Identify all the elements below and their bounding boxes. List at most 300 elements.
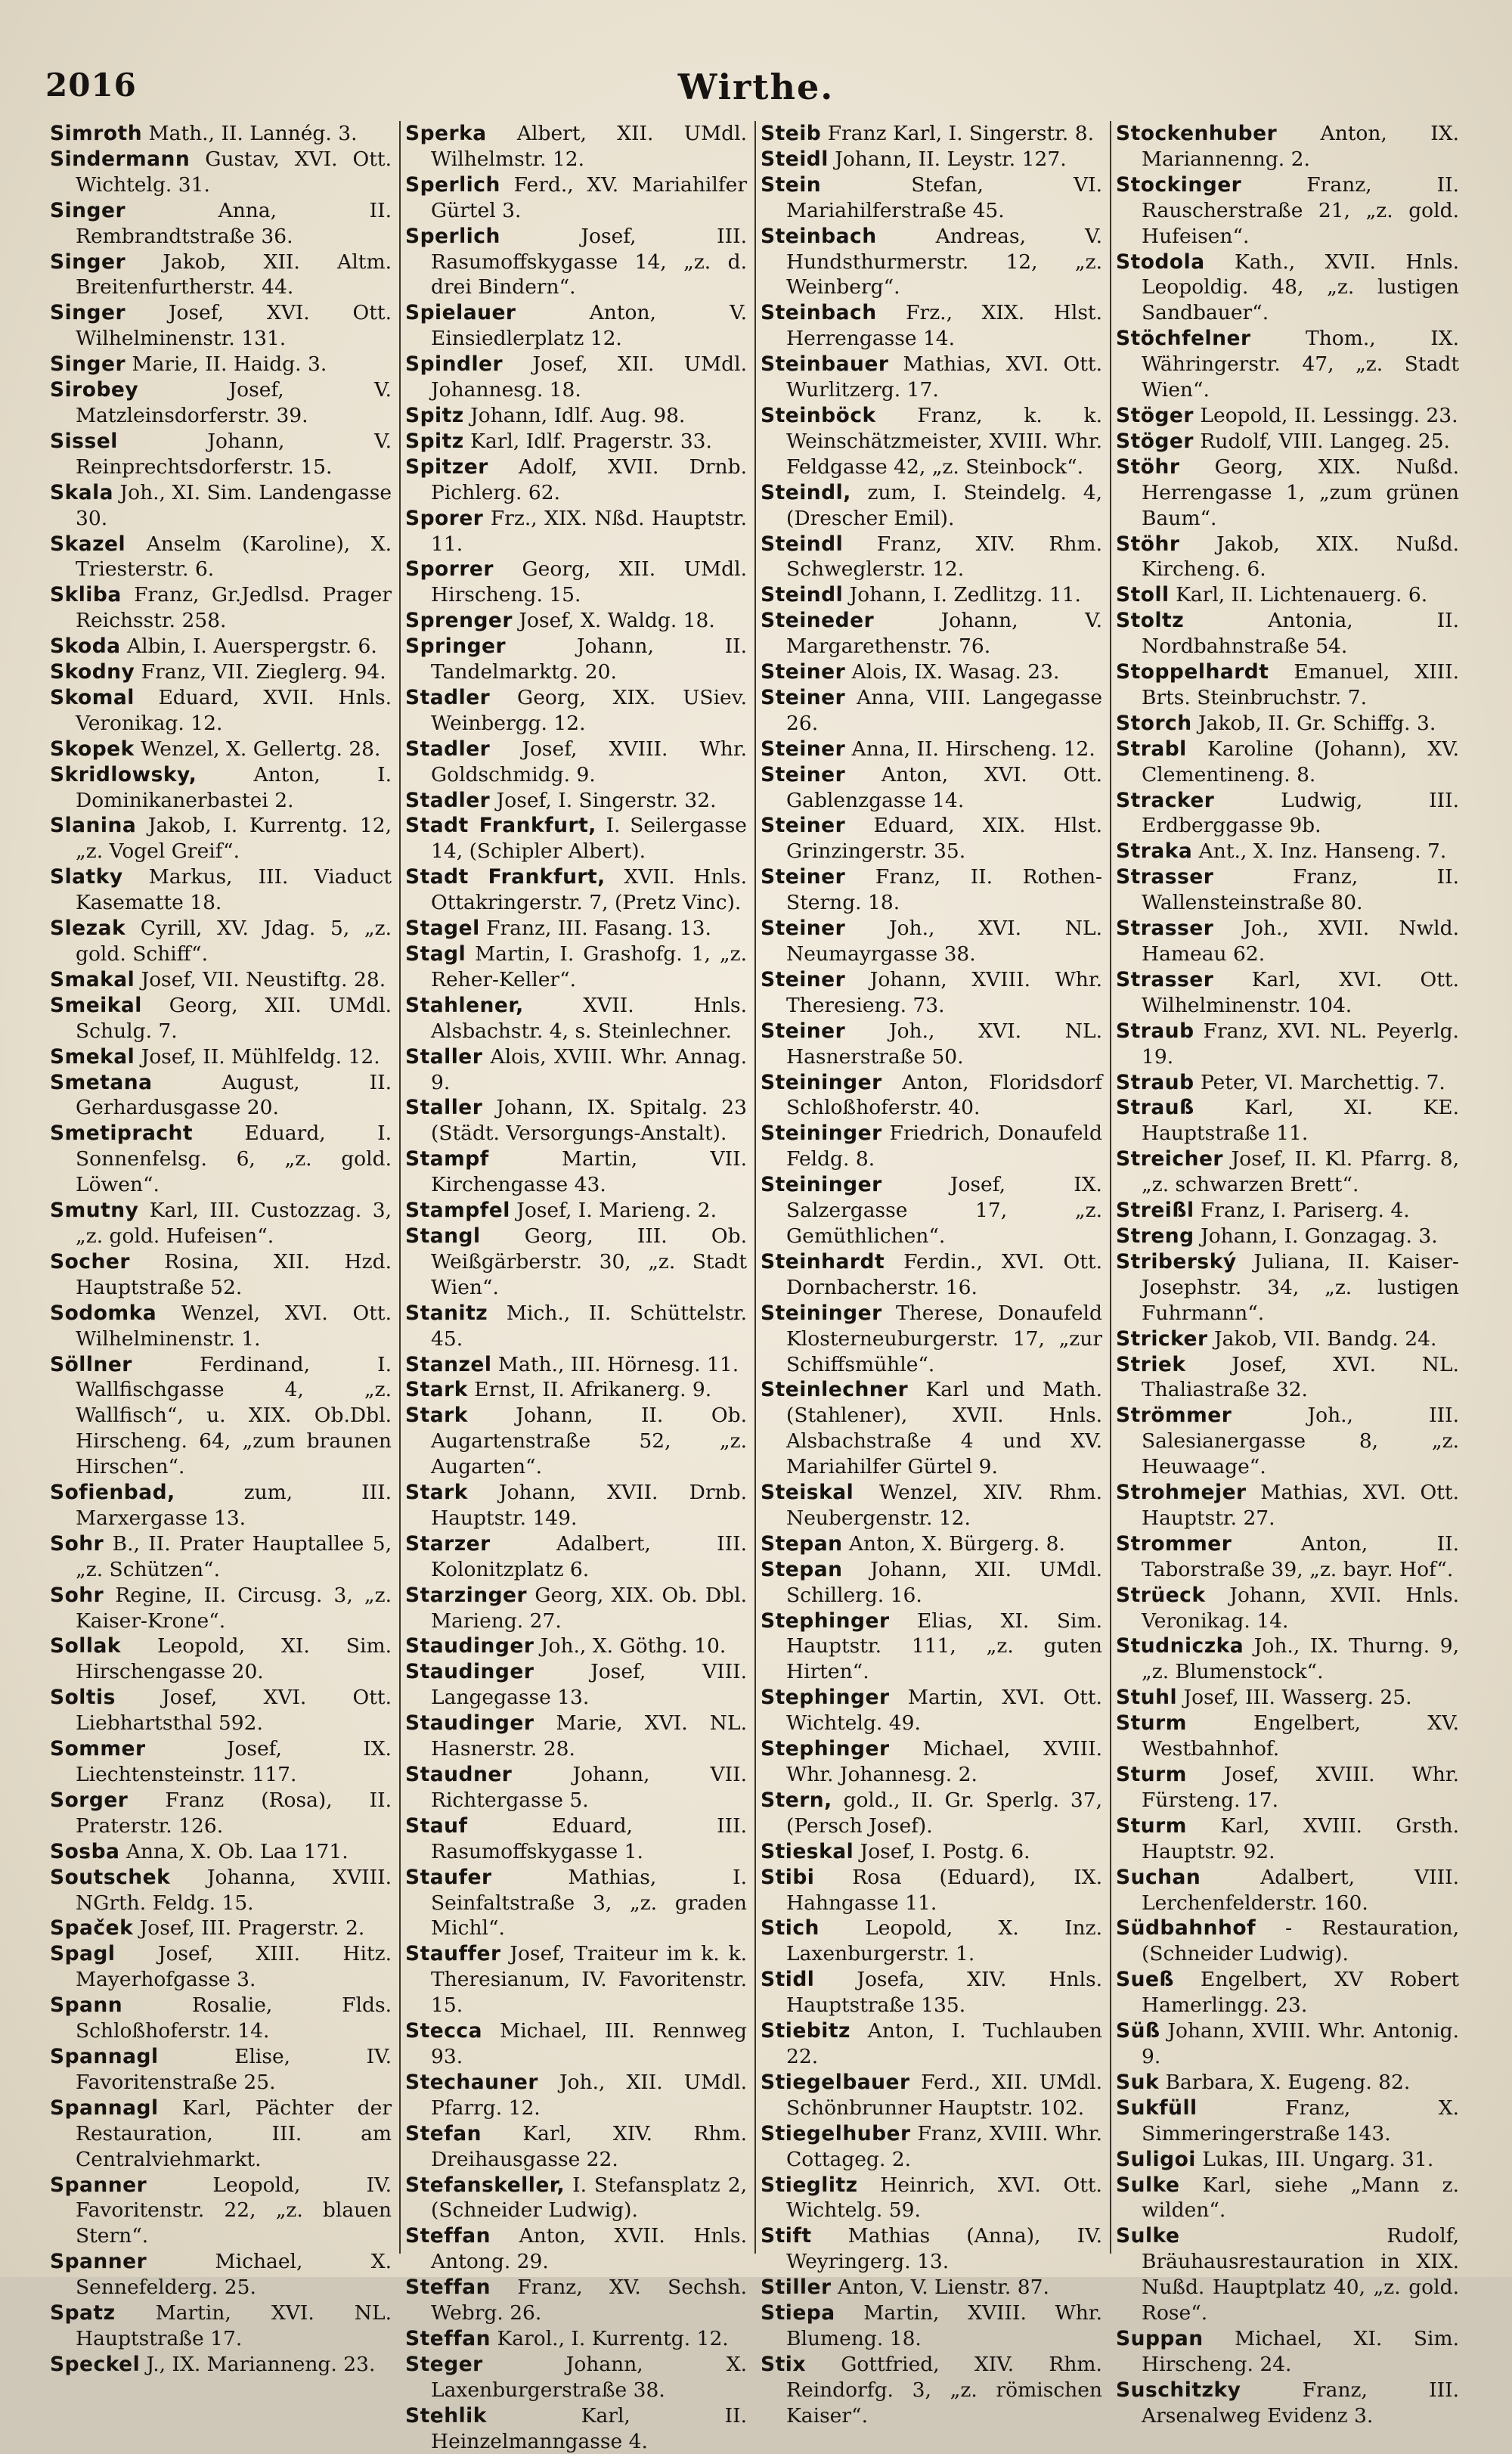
entry-name: Steininger [761,1122,882,1146]
directory-entry [1116,429,1459,455]
entry-name: Smetipracht [50,1122,194,1146]
directory-entry [761,147,1102,172]
entry-details: Franz, X. Simmeringerstraße 143. [1142,2096,1459,2145]
entry-name: Steiner [761,1019,846,1043]
directory-entry [761,1377,1102,1480]
entry-name: Stodola [1116,250,1205,274]
entry-details: Josef, I. Marieng. 2. [510,1199,717,1223]
directory-entry [50,1941,392,1993]
directory-entry [1116,1352,1459,1404]
entry-name: Steib [761,122,822,145]
entry-name: Steffan [405,2326,491,2350]
entry-name: Stift [761,2224,812,2248]
entry-details: Eduard, I. Sonnenfelsg. 6, „z. gold. Löwen“. [76,1122,392,1197]
directory-entry [405,2326,747,2352]
directory-entry [761,1865,1102,1916]
directory-entry [50,532,392,583]
entry-details: Georg, XIX. Ob. Dbl. Marieng. 27. [431,1583,747,1633]
entry-name: Steinhardt [761,1249,885,1274]
entry-details: Martin, XVI. Ott. Wichtelg. 49. [786,1686,1102,1736]
directory-entry [405,1531,747,1583]
directory-entry [405,2223,747,2275]
entry-name: Stiegelhuber [761,2121,911,2145]
column-4 [1111,121,1467,2428]
entry-name: Smutny [50,1199,139,1223]
entry-name: Speckel [50,2352,141,2376]
directory-entry [405,2403,747,2454]
entry-name: Starzer [405,1531,491,1556]
entry-name: Sporer [405,506,484,530]
entry-name: Sporrer [405,557,494,582]
entry-name: Sosba [50,1839,120,1863]
entry-details: Johann, Idlf. Aug. 98. [463,403,686,427]
entry-details: Jakob, XII. Altm. Breitenfurtherstr. 44. [76,250,392,299]
directory-entry [1116,2223,1459,2326]
entry-name: Striek [1116,1352,1186,1376]
entry-name: Stauf [405,1813,468,1838]
directory-entry [405,1146,747,1198]
directory-entry [761,1301,1102,1378]
entry-details: Mathias, XVI. Ott. Hauptstr. 27. [1142,1481,1459,1530]
directory-entry [761,864,1102,916]
entry-name: Stangl [405,1224,481,1248]
entry-name: Stagel [405,917,480,941]
entry-details: Josef, XIII. Hitz. Mayerhofgasse 3. [76,1942,392,1992]
entry-name: Stöhr [1116,455,1180,479]
entry-details: Johann, I. Gonzagag. 3. [1194,1224,1438,1248]
directory-entry [761,2173,1102,2224]
directory-entry [50,634,392,659]
entry-name: Steiskal [761,1481,854,1505]
entry-details: Karl, II. Lichtenauerg. 6. [1169,583,1428,607]
directory-entry [1116,608,1459,659]
entry-details: Johann, XVIII. Whr. Theresieng. 73. [786,967,1102,1017]
entry-details: Josef, XVIII. Whr. Goldschmidg. 9. [431,737,747,786]
entry-details: Joh., XVI. NL. Neumayrgasse 38. [786,917,1102,966]
entry-details: Johann, VII. Richtergasse 5. [431,1763,747,1812]
directory-entry [50,582,392,634]
entry-details: Anton, XVI. Ott. Gablenzgasse 14. [786,762,1102,812]
directory-entry [761,121,1102,147]
directory-entry [405,506,747,557]
entry-details: Ferdin., XVI. Ott. Dornbacherstr. 16. [786,1249,1102,1299]
entry-details: Franz, II. Rauscherstraße 21, „z. gold. Hufeisen“. [1142,172,1459,248]
entry-details: Franz (Rosa), II. Praterstr. 126. [76,1788,392,1838]
entry-name: Strauß [1116,1096,1194,1120]
directory-entry [50,967,392,993]
entry-details: Barbara, X. Eugeng. 82. [1159,2070,1411,2094]
entry-name: Staudinger [405,1634,534,1658]
entry-name: Steiner [761,917,846,941]
entry-name: Sirobey [50,378,139,402]
entry-name: Streng [1116,1224,1194,1248]
directory-entry [761,737,1102,762]
directory-entry [50,480,392,532]
directory-entry [405,1377,747,1403]
directory-entry [761,480,1102,532]
directory-entry [1116,1711,1459,1762]
entry-details: B., II. Prater Hauptallee 5, „z. Schützen“. [76,1531,392,1581]
directory-entry [1116,2147,1459,2173]
entry-name: Steinlechner [761,1378,909,1402]
entry-name: Steger [405,2352,483,2376]
entry-name: Steinböck [761,403,876,427]
directory-entry [405,455,747,506]
entry-name: Spanner [50,2173,147,2197]
entry-details: Elise, IV. Favoritenstraße 25. [76,2044,392,2094]
directory-entry [405,916,747,942]
directory-entry [761,1480,1102,1531]
directory-entry [405,557,747,608]
directory-entry [761,1685,1102,1736]
directory-entry [1116,172,1459,250]
entry-name: Soutschek [50,1865,171,1889]
entry-name: Sohr [50,1531,104,1556]
directory-entry [405,1301,747,1352]
entry-details: I. Stefansplatz 2, (Schneider Ludwig). [431,2173,747,2223]
entry-details: Anton, II. Taborstraße 39, „z. bayr. Hof“. [1142,1531,1459,1581]
directory-entry [761,2070,1102,2121]
entry-details: Franz, III. Arsenalweg Evidenz 3. [1142,2378,1459,2428]
directory-entry [1116,1070,1459,1096]
directory-entry [1116,864,1459,916]
entry-details: Regine, II. Circusg. 3, „z. Kaiser-Krone“. [76,1583,392,1633]
entry-name: Spagl [50,1942,116,1966]
entry-name: Stanitz [405,1301,488,1325]
entry-details: Franz, XV. Sechsh. Webrg. 26. [431,2276,747,2325]
entry-details: Anton, X. Bürgerg. 8. [842,1531,1065,1556]
entry-details: Karl, XVIII. Grsth. Hauptstr. 92. [1142,1813,1459,1863]
entry-name: Stephinger [761,1609,890,1633]
entry-name: Sprenger [405,609,513,633]
entry-details: gold., II. Gr. Sperlg. 37, (Persch Josef). [786,1788,1102,1838]
entry-name: Sperlich [405,172,500,197]
entry-details: Josef, III. Rasumoffskygasse 14, „z. d. drei Bindern“. [431,224,747,299]
entry-details: Franz, VII. Zieglerg. 94. [135,660,386,684]
entry-details: Georg, XIX. USiev. Weinbergg. 12. [431,685,747,735]
entry-name: Stephinger [761,1737,890,1761]
entry-name: Steiner [761,865,846,889]
entry-name: Stern, [761,1788,832,1812]
entry-name: Stahlener, [405,993,524,1017]
entry-details: Math., III. Hörnesg. 11. [491,1352,739,1376]
directory-entry [50,762,392,814]
directory-entry [405,2018,747,2070]
entry-details: Leopold, X. Inz. Laxenburgerstr. 1. [786,1916,1102,1966]
entry-details: Mathias, XVI. Ott. Wurlitzerg. 17. [786,352,1102,402]
entry-name: Streicher [1116,1147,1223,1171]
entry-name: Stricker [1116,1326,1208,1351]
entry-details: I. Seilergasse 14, (Schipler Albert). [431,814,747,864]
entry-details: Anna, II. Rembrandtstraße 36. [76,198,392,248]
entry-details: Anton, V. Lienstr. 87. [831,2276,1049,2300]
entry-details: Alois, IX. Wasag. 23. [845,660,1060,684]
directory-entry [50,1249,392,1301]
entry-name: Strasser [1116,865,1214,889]
directory-entry [50,659,392,685]
entry-details: Karl, XI. KE. Hauptstraße 11. [1142,1096,1459,1146]
entry-name: Spannagl [50,2096,159,2120]
entry-details: Ludwig, III. Erdberggasse 9b. [1142,788,1459,838]
entry-name: Sperka [405,122,487,145]
entry-name: Stiller [761,2276,832,2300]
entry-name: Steineder [761,609,875,633]
entry-details: Georg, III. Ob. Weißgärberstr. 30, „z. Stadt Wien“. [431,1224,747,1299]
directory-entry [761,1121,1102,1172]
entry-details: Martin, XVIII. Whr. Blumeng. 18. [786,2301,1102,2350]
directory-entry [50,864,392,916]
directory-entry [761,352,1102,403]
directory-entry [50,2096,392,2173]
entry-name: Spanner [50,2250,147,2274]
entry-name: Sofienbad, [50,1481,175,1505]
directory-entry [1116,916,1459,967]
entry-name: Stockinger [1116,172,1242,197]
directory-entry [1116,711,1459,737]
entry-name: Stampf [405,1147,489,1171]
entry-details: Johann, XVIII. Whr. Antonig. 9. [1142,2019,1459,2068]
directory-entry [50,2352,392,2378]
directory-entry [761,2352,1102,2429]
entry-details: Stefan, VI. Mariahilferstraße 45. [786,172,1102,222]
entry-name: Staudinger [405,1660,534,1684]
entry-details: Frz., XIX. Hlst. Herrengasse 14. [786,301,1102,351]
entry-details: Josef, VIII. Langegasse 13. [431,1660,747,1710]
entry-details: Anton, V. Einsiedlerplatz 12. [431,301,747,351]
entry-name: Stadler [405,788,491,812]
entry-name: Skala [50,480,114,504]
entry-name: Spitz [405,403,464,427]
entry-name: Stadler [405,685,491,709]
directory-entry [1116,659,1459,711]
entry-name: Sollak [50,1634,121,1658]
directory-entry [1116,121,1459,172]
page-number: 2016 [45,67,137,104]
directory-entry [761,685,1102,737]
directory-entry [405,1633,747,1659]
column-2 [401,121,756,2453]
directory-entry [50,1736,392,1788]
entry-name: Sturm [1116,1763,1187,1786]
entry-name: Stoll [1116,583,1170,607]
entry-name: Spann [50,1993,123,2018]
entry-details: Josef, IX. Salzergasse 17, „z. Gemüthlichen“. [786,1173,1102,1248]
directory-entry [1116,1326,1459,1352]
entry-details: Joh., IX. Thurng. 9, „z. Blumenstock“. [1142,1634,1459,1684]
entry-details: Franz, XIV. Rhm. Schweglerstr. 12. [786,532,1102,582]
entry-details: Josef, X. Waldg. 18. [512,609,715,633]
entry-name: Stockenhuber [1116,122,1278,145]
entry-details: Marie, XVI. NL. Hasnerstr. 28. [431,1711,747,1761]
directory-entry [1116,2173,1459,2224]
entry-details: Anna, II. Hirscheng. 12. [845,737,1095,761]
entry-details: Josef, I. Singerstr. 32. [490,788,717,812]
entry-details: Karl, Idlf. Pragerstr. 33. [463,429,712,453]
entry-details: Jakob, XIX. Nußd. Kircheng. 6. [1142,532,1459,582]
entry-name: Sorger [50,1788,129,1812]
entry-details: Heinrich, XVI. Ott. Wichtelg. 59. [786,2173,1102,2223]
entry-details: Josefa, XIV. Hnls. Hauptstraße 135. [786,1968,1102,2018]
entry-name: Steidl [761,147,829,171]
entry-details: Karl, XIV. Rhm. Dreihausgasse 22. [431,2121,747,2171]
entry-details: Karl und Math. (Stahlener), XVII. Hnls. Alsbachstraße 4 und XV. Mariahilfer Gürtel 9. [786,1378,1102,1479]
directory-entry [1116,1967,1459,2018]
entry-details: zum, III. Marxergasse 13. [76,1481,392,1530]
directory-entry [405,942,747,993]
directory-entry [761,1839,1102,1865]
directory-entry [1116,2018,1459,2070]
entry-name: Stehlik [405,2403,487,2428]
page-header [45,67,1467,112]
directory-entry [761,1736,1102,1788]
entry-name: Staudinger [405,1711,534,1736]
directory-entry [50,1865,392,1916]
directory-entry [761,403,1102,480]
directory-entry [405,1044,747,1096]
entry-details: Anselm (Karoline), X. Triesterstr. 6. [76,532,392,582]
entry-name: Stecca [405,2019,483,2043]
entry-name: Stieglitz [761,2173,858,2197]
directory-entry [405,2121,747,2173]
entry-details: Joh., XII. UMdl. Pfarrg. 12. [431,2070,747,2120]
entry-details: Anna, VIII. Langegasse 26. [786,685,1102,735]
entry-details: August, II. Gerhardusgasse 20. [76,1070,392,1120]
directory-entry [761,2300,1102,2352]
entry-name: Suligoi [1116,2147,1196,2171]
directory-entry [405,1480,747,1531]
directory-entry [761,967,1102,1019]
entry-details: Karl, siehe „Mann z. wilden“. [1142,2173,1459,2223]
entry-details: Rudolf, Bräuhausrestauration in XIX. Nußd. Hauptplatz 40, „z. gold. Rose“. [1142,2224,1459,2325]
entry-name: Stöhr [1116,532,1180,556]
directory-entry [1116,1224,1459,1249]
entry-details: Ferdinand, I. Wallfischgasse 4, „z. Wallfisch“, u. XIX. Ob.Dbl. Hirscheng. 64, „zum braunen Hirschen“. [76,1352,392,1479]
directory-entry [1116,403,1459,429]
directory-entry [761,582,1102,608]
entry-details: Gottfried, XIV. Rhm. Reindorfg. 3, „z. römischen Kaiser“. [786,2352,1102,2428]
entry-name: Steininger [761,1070,882,1094]
entry-name: Stark [405,1378,468,1402]
entry-details: Karl, III. Custozzag. 3, „z. gold. Hufeisen“. [76,1199,392,1248]
directory-entry [761,532,1102,583]
entry-details: - Restauration, (Schneider Ludwig). [1142,1916,1459,1966]
entry-name: Skoda [50,634,121,659]
directory-entry [761,224,1102,301]
column-3 [756,121,1111,2428]
directory-entry [761,300,1102,352]
directory-entry [405,172,747,224]
directory-entry [1116,1019,1459,1070]
entry-name: Steiner [761,737,846,761]
directory-entry [405,1403,747,1480]
entry-details: Johann, II. Ob. Augartenstraße 52, „z. Augarten“. [431,1404,747,1479]
entry-details: Juliana, II. Kaiser-Josephstr. 34, „z. lustigen Fuhrmann“. [1142,1249,1459,1325]
directory-entry [1116,582,1459,608]
entry-name: Studniczka [1116,1634,1244,1658]
entry-details: J., IX. Marianneng. 23. [140,2352,376,2376]
entry-name: Strabl [1116,737,1187,761]
entry-details: Engelbert, XV. Westbahnhof. [1142,1711,1459,1761]
entry-details: Leopold, XI. Sim. Hirschengasse 20. [76,1634,392,1684]
directory-entry [50,429,392,480]
directory-entry [50,1480,392,1531]
entry-details: Mathias (Anna), IV. Weyringerg. 13. [786,2224,1102,2274]
entry-name: Smekal [50,1044,135,1069]
entry-details: Rosalie, Flds. Schloßhoferstr. 14. [76,1993,392,2043]
entry-name: Sukfüll [1116,2096,1198,2120]
entry-details: Franz, II. Wallensteinstraße 80. [1142,865,1459,915]
entry-name: Sueß [1116,1968,1174,1992]
entry-details: Adolf, XVII. Drnb. Pichlerg. 62. [431,455,747,504]
entry-name: Süß [1116,2019,1160,2043]
entry-details: Johann, II. Tandelmarktg. 20. [431,634,747,684]
entry-name: Singer [50,198,126,222]
directory-entry [405,864,747,916]
entry-name: Stanzel [405,1352,492,1376]
entry-name: Strüeck [1116,1583,1206,1607]
entry-name: Steinbauer [761,352,889,377]
entry-details: Josef, IX. Liechtensteinstr. 117. [76,1737,392,1786]
directory-entry [1116,1633,1459,1685]
entry-details: Rosa (Eduard), IX. Hahngasse 11. [786,1865,1102,1915]
directory-entry [405,1095,747,1146]
entry-details: Marie, II. Haidg. 3. [125,352,327,377]
entry-details: Josef, V. Matzleinsdorferstr. 39. [76,378,392,427]
entry-details: Josef, Traiteur im k. k. Theresianum, IV. Favoritenstr. 15. [431,1942,747,2018]
entry-details: Leopold, IV. Favoritenstr. 22, „z. blauen Stern“. [76,2173,392,2248]
directory-entry [405,634,747,685]
directory-entry [1116,1249,1459,1326]
directory-entry [761,2018,1102,2070]
directory-entry [1116,250,1459,327]
entry-details: Jakob, I. Kurrentg. 12, „z. Vogel Greif“. [76,814,392,864]
entry-details: Albin, I. Auerspergstr. 6. [120,634,377,659]
entry-details: Emanuel, XIII. Brts. Steinbruchstr. 7. [1142,660,1459,709]
entry-name: Skomal [50,685,135,709]
entry-name: Stagl [405,942,466,966]
entry-name: Stephinger [761,1686,890,1710]
entry-name: Stoppelhardt [1116,660,1269,684]
directory-entry [1116,967,1459,1019]
entry-name: Steinbach [761,301,877,325]
directory-entry [50,1993,392,2044]
entry-name: Steinbach [761,224,877,248]
directory-entry [405,1865,747,1942]
directory-entry [50,1839,392,1865]
directory-entry [761,2223,1102,2275]
entry-details: Georg, XIX. Nußd. Herrengasse 1, „zum grünen Baum“. [1142,455,1459,530]
entry-name: Smeikal [50,993,142,1017]
entry-name: Staudner [405,1763,513,1786]
directory-entry [50,1121,392,1198]
directory-entry [405,1941,747,2018]
directory-entry [1116,1480,1459,1531]
directory-entry [761,1172,1102,1249]
entry-name: Staufer [405,1865,492,1889]
entry-name: Skodny [50,660,135,684]
entry-details: Wenzel, X. Gellertg. 28. [134,737,381,761]
directory-entry [761,813,1102,864]
entry-name: Suschitzky [1116,2378,1241,2402]
directory-entry [761,659,1102,685]
entry-name: Sindermann [50,147,191,171]
entry-name: Stark [405,1404,468,1428]
entry-name: Stauffer [405,1942,501,1966]
entry-details: Johann, X. Laxenburgerstraße 38. [431,2352,747,2402]
entry-name: Sulke [1116,2224,1180,2248]
entry-name: Strohmejer [1116,1481,1247,1505]
directory-entry [1116,532,1459,583]
